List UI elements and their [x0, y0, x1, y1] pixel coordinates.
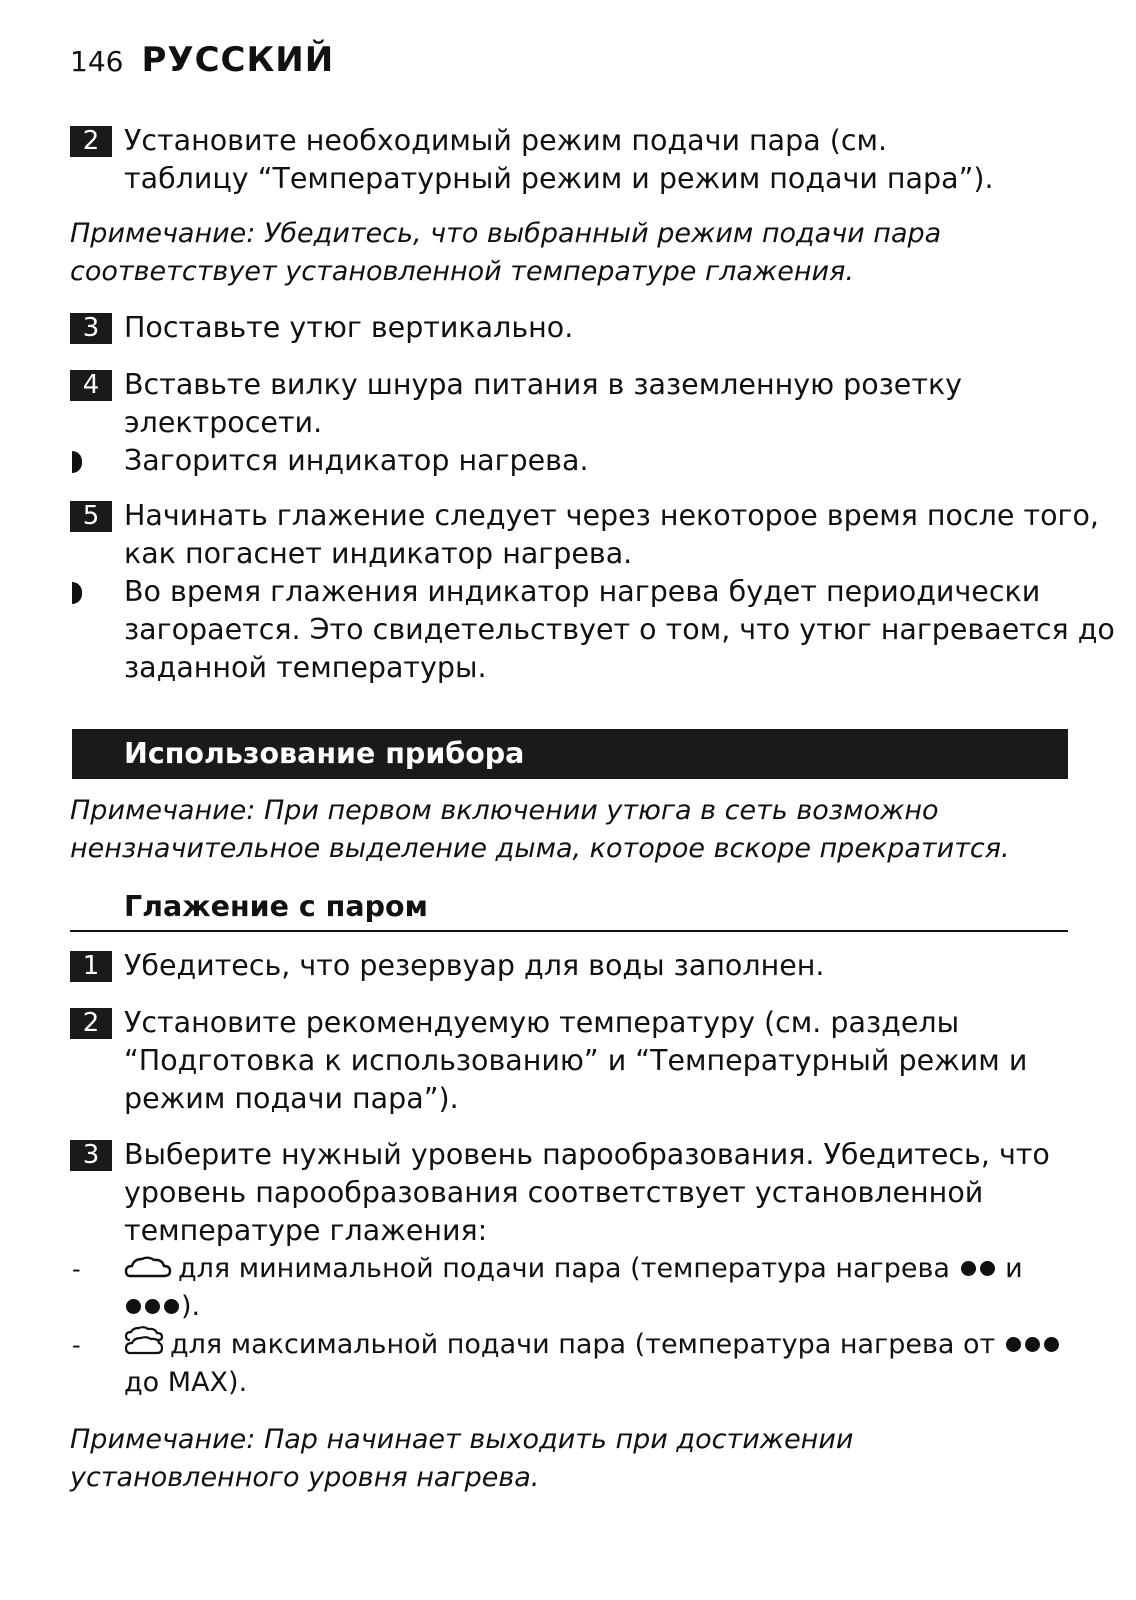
result-text: загорается. Это свидетельствует о том, что утюг нагревается до: [124, 613, 1115, 646]
step-text: Установите рекомендуемую температуру (см. разделы: [124, 1006, 960, 1039]
note-text: Примечание: Пар начинает выходить при достижении: [70, 1424, 854, 1455]
language-title: РУССКИЙ: [141, 40, 335, 80]
step-text: Выберите нужный уровень парообразования. Убедитесь, что: [124, 1138, 1050, 1171]
result-marker-icon: [72, 451, 82, 473]
min-steam-icon: [124, 1254, 172, 1280]
step-text: уровень парообразования соответствует установленной: [124, 1176, 984, 1209]
step-text: Установите необходимый режим подачи пара (см.: [124, 124, 888, 157]
note-text: соответствует установленной температуре глажения.: [70, 256, 854, 287]
note-text: установленного уровня нагрева.: [70, 1462, 540, 1493]
step-text: “Подготовка к использованию” и “Температурный режим и: [124, 1044, 1028, 1077]
bullet-close: ).: [181, 1291, 201, 1322]
section-title: Использование прибора: [124, 737, 525, 770]
step-text: как погаснет индикатор нагрева.: [124, 537, 633, 570]
bullet-label: для максимальной подачи пара (температура нагрева от: [170, 1329, 996, 1360]
result-text: Во время глажения индикатор нагрева будет периодически: [124, 575, 1041, 608]
step-text: Поставьте утюг вертикально.: [124, 311, 574, 344]
bullet-label: для минимальной подачи пара (температура нагрева: [178, 1253, 950, 1284]
result-marker-icon: [72, 582, 82, 604]
step-text: Убедитесь, что резервуар для воды заполнен.: [124, 949, 825, 982]
note-text: нензначительное выделение дыма, которое вскоре прекратится.: [70, 833, 1010, 864]
bullet-dash: -: [72, 1331, 81, 1359]
bullet-text: [124, 1326, 1061, 1364]
step-text: электросети.: [124, 406, 323, 439]
bullet-dash: -: [72, 1255, 81, 1283]
temp-dot-icon: [126, 1299, 141, 1314]
step-text: Вставьте вилку шнура питания в заземленную розетку: [124, 368, 963, 401]
bullet-text-cont: до MAX).: [124, 1367, 248, 1398]
max-steam-icon: [124, 1326, 164, 1356]
temp-dot-icon: [1025, 1337, 1040, 1352]
page-number: 146: [70, 45, 124, 78]
step-number-box: 3: [70, 1140, 112, 1171]
step-number-box: 2: [70, 126, 112, 157]
section-header-bar: [72, 729, 1068, 779]
temp-dot-icon: [145, 1299, 160, 1314]
note-text: Примечание: Убедитесь, что выбранный режим подачи пара: [70, 218, 942, 249]
subsection-title: Глажение с паром: [124, 890, 428, 923]
step-text: Начинать глажение следует через некоторое время после того,: [124, 499, 1099, 532]
temp-dot-icon: [164, 1299, 179, 1314]
subsection-divider: [70, 930, 1068, 932]
bullet-text: [124, 1250, 1023, 1288]
result-text: Загорится индикатор нагрева.: [124, 444, 589, 477]
step-number-box: 1: [70, 951, 112, 982]
temp-dot-icon: [1044, 1337, 1059, 1352]
temp-dot-icon: [1006, 1337, 1021, 1352]
note-text: Примечание: При первом включении утюга в сеть возможно: [70, 795, 939, 826]
step-number-box: 2: [70, 1008, 112, 1039]
step-number-box: 5: [70, 501, 112, 532]
temp-dot-icon: [980, 1261, 995, 1276]
temp-dot-icon: [961, 1261, 976, 1276]
step-number-box: 4: [70, 370, 112, 401]
step-text: таблицу “Температурный режим и режим подачи пара”).: [124, 162, 994, 195]
conjunction: и: [1005, 1253, 1023, 1284]
bullet-text-cont: [124, 1288, 200, 1326]
step-text: температуре глажения:: [124, 1214, 488, 1247]
page-header: [70, 40, 334, 80]
step-number-box: 3: [70, 313, 112, 344]
result-text: заданной температуры.: [124, 651, 487, 684]
step-text: режим подачи пара”).: [124, 1082, 459, 1115]
